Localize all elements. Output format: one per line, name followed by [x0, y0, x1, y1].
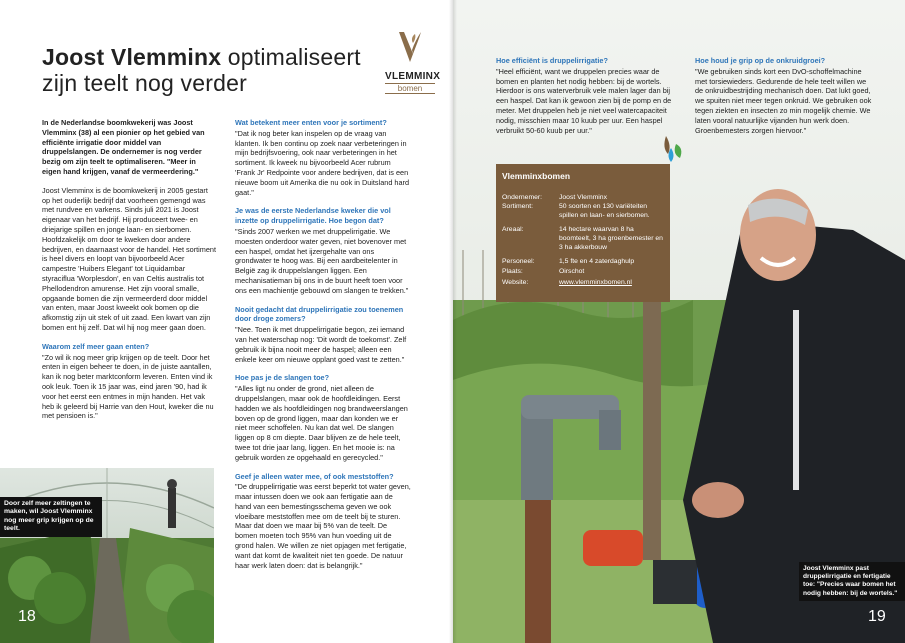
- info-key: Ondernemer:: [502, 194, 543, 201]
- right-column-2: [695, 56, 875, 144]
- spine-shadow: [449, 0, 457, 643]
- leaf-drop-icon: [658, 134, 688, 164]
- body-text-1: Joost Vlemminx is de boomkwekerij in 2005 gestart op het ouderlijk bedrijf dat voorheen gemengd was met rundvee en varkens. Sinds juli 2021 is Joost eigenaar van het bedrijf. Hij produceert twee- en driejarige spillen en jonge laan- en sierbomen. Hoofdzakelijk om door te kweken door andere bedrijven, en daarnaast voor de handel. Het sortiment is heel divers en loopt van bijvoorbeeld Acer campestre 'Huibers Elegant' tot Liquidambar styraciflua 'Worplesdon', en van Celtis australis tot Phellodendron amurense. Het zijn vooral smalle, opgaande bomen die zijn vermeerderd door middel van enten, maar Joost kweekt ook bomen op die afkomstig zijn uit stek of uit zaad. Een kwart van zijn bomen ent hij zelf. Dat wil hij nog meer gaan doen.: [42, 185, 217, 332]
- answer-4: "Nee. Toen ik met druppelirrigatie begon, zei iemand van het waterschap nog: 'Dit wordt de toekomst'. Zelf gebruik ik bijna nooit meer de haspel; alleen een enkele keer om nieuwe opplant goed vast te zetten.": [235, 325, 407, 364]
- info-value: 1,5 fte en 4 zaterdaghulp: [559, 258, 635, 265]
- info-value: 50 soorten en 130 variëteiten spillen en laan- en sierbomen.: [559, 203, 650, 219]
- article-title: [42, 44, 372, 96]
- right-caption: Joost Vlemminx past druppelirrigatie en fertigatie toe: "Precies waar bomen het nodig hebben: bij de wortels.": [799, 562, 905, 601]
- answer-3: "Sinds 2007 werken we met druppelirrigatie. We moesten onderdoor water geven, niet bovenover met een haspel, omdat het ijzergehalte van ons grondwater te hoog was. Bij een aardbeitelenter in België zag ik druppelslangen liggen. Een mechanisatieman bij ons in de buurt heeft toen voor ons een machientje gebouwd om slangen te trekken.": [235, 226, 409, 295]
- question-1: Waarom zelf meer gaan enten?: [42, 341, 150, 351]
- question-2: Wat betekent meer enten voor je sortiment?: [235, 118, 387, 127]
- logo-name: VLEMMINX: [385, 71, 441, 82]
- column-1: [42, 118, 216, 430]
- answer-8: "We gebruiken sinds kort een DvO-schoffelmachine met torsiewieders. Gedurende de hele teelt willen we de onkruidbestrijding mechanisch doen. Dat lukt goed, we spuiten niet meer tegen onkruid. We gebruiken ook tegen ziekten en insecten zo min mogelijk chemie. We laten vooral natuurlijke vijanden hun werk doen. Groenbemesters zorgen hiervoor.": [695, 66, 872, 135]
- question-5: Hoe pas je de slangen toe?: [235, 373, 330, 383]
- intro-text: In de Nederlandse boomkwekerij was Joost Vlemminx (38) al een pionier op het gebied van efficiënte irrigatie door middel van druppelslangen. De ondernemer is nog verder bezig om zijn teelt te optimaliseren. "Meer in eigen hand krijgen, vanaf de vermeerdering.": [42, 118, 205, 176]
- logo-v-icon: [395, 30, 425, 64]
- page-number-right: 19: [868, 608, 886, 625]
- answer-1: "Zo wil ik nog meer grip krijgen op de teelt. Door het enten in eigen beheer te doen, in de juiste aantallen, kan ik nog beter marktconform leveren. Enten vind ik ook leuk. Toen ik 15 jaar was, eind jaren '90, had ik voor het eerst een entmes in mijn handen. Het vak heb ik geleerd bij Harrie van den Hout, kweker die nu met pensioen is.": [42, 352, 214, 421]
- left-caption: Door zelf meer zeltingen te maken, wil Joost Vlemminx nog meer grip krijgen op de teelt.: [0, 497, 102, 537]
- info-value: Oirschot: [559, 268, 585, 275]
- infobox-title: Vlemminxbomen: [502, 171, 571, 181]
- question-6: Geef je alleen water mee, of ook meststoffen?: [235, 471, 394, 481]
- page-number-left: 18: [18, 608, 36, 625]
- title-bold: Joost Vlemminx: [42, 44, 222, 70]
- question-7: Hoe efficiënt is druppelirrigatie?: [496, 56, 608, 65]
- company-info-box: [496, 164, 670, 302]
- question-8: Hoe houd je grip op de onkruidgroei?: [695, 56, 826, 65]
- question-3: Je was de eerste Nederlandse kweker die vol inzette op druppelirrigatie. Hoe begon dat?: [235, 206, 391, 226]
- column-2: [235, 118, 411, 579]
- title-rest: optimaliseert zijn teelt nog verder: [42, 44, 361, 96]
- answer-6: "De druppelirrigatie was eerst beperkt tot water geven, maar intussen doen we ook aan fertigatie aan de hand van een bemestingsschema geven we ook vloeibare meststoffen mee om de teelt bij te sturen. Maar dat doen we maar bij 5% van de teelt. De bomen moeten toch 95% van hun voeding uit de grond halen. We willen ze niet opjagen met fertigatie, want dat komt de kwaliteit niet ten goede. De natuur haar werk laten doen: dat is belangrijk.": [235, 482, 411, 570]
- vlemminx-logo: [385, 30, 441, 94]
- right-column-1: [496, 56, 674, 144]
- info-key: Website:: [502, 279, 529, 286]
- question-4: Nooit gedacht dat druppelirrigatie zou toenemen door droge zomers?: [235, 304, 404, 324]
- wooden-post: [643, 300, 661, 560]
- info-value: Joost Vlemminx: [559, 194, 607, 201]
- info-key: Areaal:: [502, 226, 524, 233]
- info-key: Sortiment:: [502, 203, 533, 210]
- info-value: 14 hectare waarvan 8 ha boomteelt, 3 ha groenbemester en 3 ha akkerbouw: [559, 226, 663, 251]
- answer-2: "Dat ik nog beter kan inspelen op de vraag van klanten. Ik ben continu op zoek naar verbeteringen in mijn bedrijfsvoering, ook naar verbeteringen in het sortiment. Ik kweek nu bijvoorbeeld Acer rubrum 'Frank Jr' Redpointe voor andere bedrijven, dat is een nieuwe boom uit Amerika die nu ook in Duitsland hard gaat.": [235, 128, 410, 197]
- answer-7: "Heel efficiënt, want we druppelen precies waar de bomen en planten het nodig hebben: bij de wortels. Hierdoor is ons waterverbruik vele malen lager dan bij een haspel. Dat kan ik gewoon zien bij de pomp en de meter. Met druppelen heb je niet veel watercapaciteit nodig, misschien maar 10 kuub per uur. Een haspel verbruikt 50-60 kuub per uur.": [496, 66, 672, 135]
- answer-5: "Alles ligt nu onder de grond, niet alleen de druppelslangen, maar ook de hoofdleidingen. Eerst hadden we als hoofdleidingen nog brandweerslangen boven op de grond liggen, maar dan konden we er niet meer schoffelen. Nu kan dat wel. De slangen liggen op 8 cm diepte. Daar blijven ze de hele teelt, twee tot drie jaar lang, liggen. En het mooie is: na gebruik worden ze opgehaald en gerecycled.": [235, 384, 408, 462]
- right-page: [453, 0, 905, 643]
- info-key: Plaats:: [502, 268, 523, 275]
- logo-sub: bomen: [385, 83, 435, 94]
- info-key: Personeel:: [502, 258, 535, 265]
- website-link[interactable]: www.vlemminxbomen.nl: [559, 279, 632, 286]
